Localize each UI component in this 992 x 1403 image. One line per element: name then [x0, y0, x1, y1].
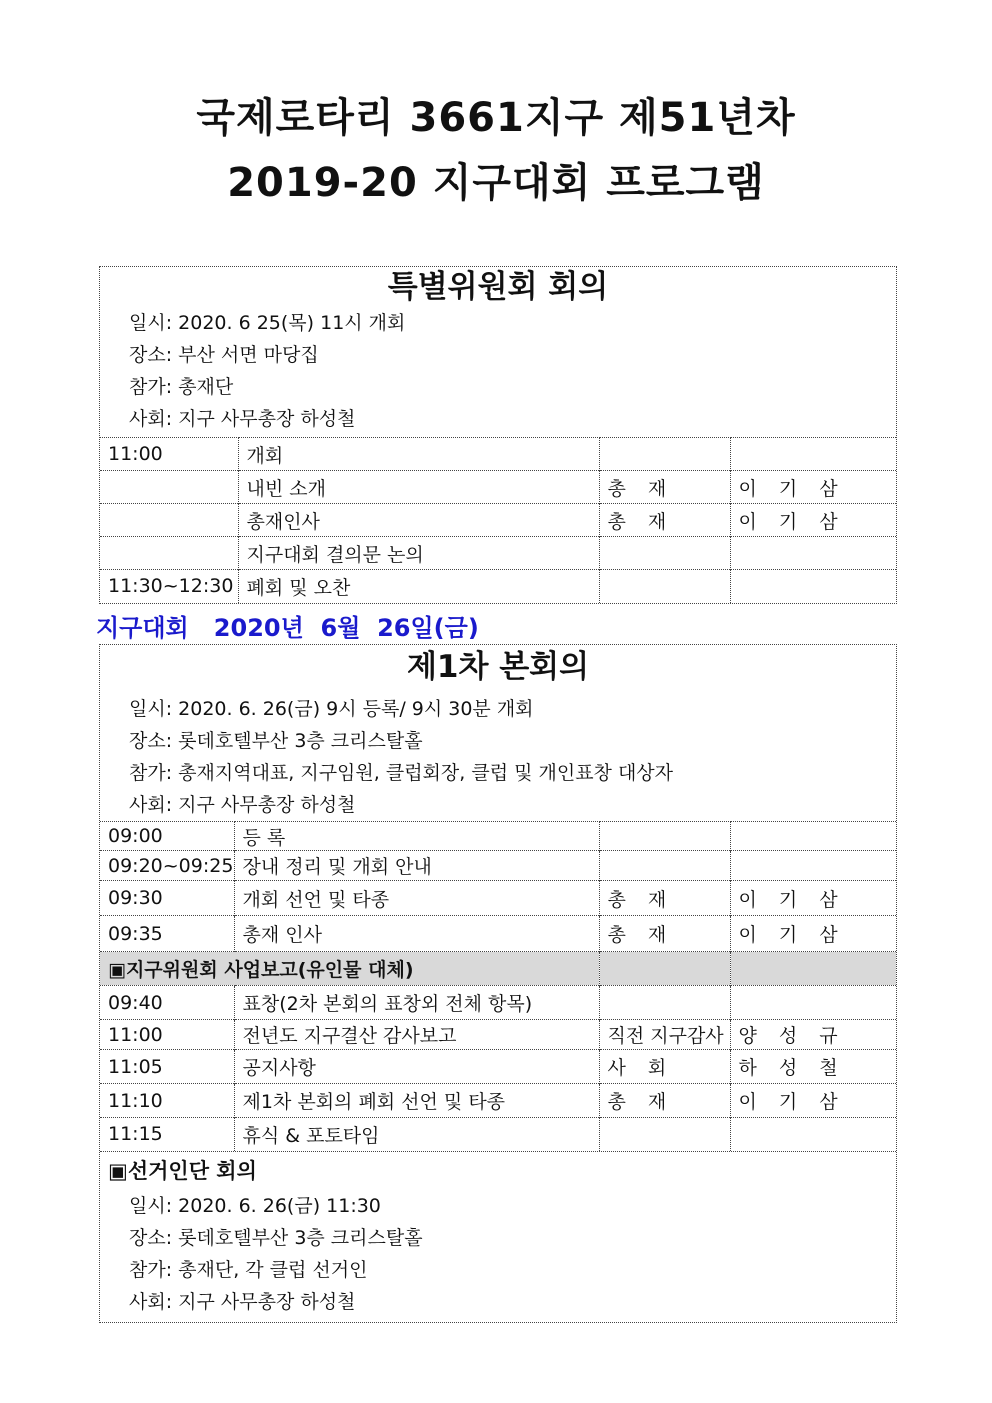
- special-meeting-info: [100, 307, 896, 437]
- item-cell: 폐회 및 오찬: [238, 570, 599, 603]
- person-cell: [730, 570, 896, 603]
- time-cell: 09:00: [100, 822, 234, 851]
- time-cell: 09:35: [100, 916, 234, 952]
- item-cell: 지구대회 결의문 논의: [238, 537, 599, 570]
- person-cell: 이 기 삼: [730, 1084, 896, 1118]
- table-row: [100, 471, 896, 504]
- table-row: [100, 537, 896, 570]
- table-row: [100, 1084, 896, 1118]
- item-cell: 등 록: [234, 822, 599, 851]
- person-cell: [730, 822, 896, 851]
- role-cell: 총 재: [599, 916, 730, 952]
- info-line: 참가: 총재단, 각 클럽 선거인: [129, 1258, 368, 1281]
- info-line: 사회: 지구 사무총장 하성철: [129, 1290, 356, 1313]
- person-cell: [730, 1118, 896, 1151]
- info-line: 일시: 2020. 6. 26(금) 9시 등록/ 9시 30분 개회: [129, 698, 534, 720]
- role-cell: 총 재: [599, 881, 730, 916]
- info-line: 참가: 총재단: [129, 376, 234, 398]
- electors-info: [100, 1186, 896, 1322]
- person-cell: 양 성 규: [730, 1020, 896, 1050]
- item-cell: 장내 정리 및 개회 안내: [234, 851, 599, 881]
- item-cell: 총재 인사: [234, 916, 599, 952]
- table-row: [100, 822, 896, 851]
- convention-date-heading: 지구대회 2020년 6월 26일(금): [96, 614, 479, 642]
- section-label: ▣지구위원회 사업보고(유인물 대체): [100, 952, 599, 986]
- table-row: [100, 504, 896, 537]
- special-meeting-heading: 특별위원회 회의: [387, 269, 609, 305]
- role-cell: [599, 822, 730, 851]
- time-cell: 09:30: [100, 881, 234, 916]
- table-row: [100, 916, 896, 952]
- table-row: [100, 881, 896, 916]
- info-line: 장소: 부산 서면 마당집: [129, 344, 319, 366]
- time-cell: 11:30~12:30: [100, 570, 238, 603]
- time-cell: 09:20~09:25: [100, 851, 234, 881]
- person-cell: 이 기 삼: [730, 471, 896, 504]
- item-cell: 총재인사: [238, 504, 599, 537]
- info-line: 사회: 지구 사무총장 하성철: [129, 408, 356, 430]
- table-row: [100, 1020, 896, 1050]
- electors-heading: ▣선거인단 회의: [108, 1158, 257, 1183]
- first-session-heading: 제1차 본회의: [406, 649, 590, 685]
- time-cell: 11:05: [100, 1050, 234, 1084]
- person-cell: [730, 851, 896, 881]
- person-cell: 이 기 삼: [730, 916, 896, 952]
- info-line: 장소: 롯데호텔부산 3층 크리스탈홀: [129, 730, 423, 752]
- info-line: 사회: 지구 사무총장 하성철: [129, 794, 356, 816]
- item-cell: 표창(2차 본회의 표창외 전체 항목): [234, 986, 599, 1020]
- special-meeting-box: [99, 266, 897, 604]
- person-cell: 이 기 삼: [730, 881, 896, 916]
- person-cell: 이 기 삼: [730, 504, 896, 537]
- time-cell: 11:10: [100, 1084, 234, 1118]
- info-line: 일시: 2020. 6. 26(금) 11:30: [129, 1194, 381, 1217]
- role-cell: 총 재: [599, 1084, 730, 1118]
- role-cell: [599, 570, 730, 603]
- time-cell: [100, 537, 238, 570]
- document-title-line1: 국제로타리 3661지구 제51년차: [196, 95, 796, 141]
- role-cell: 직전 지구감사: [599, 1020, 730, 1050]
- time-cell: 09:40: [100, 986, 234, 1020]
- item-cell: 제1차 본회의 폐회 선언 및 타종: [234, 1084, 599, 1118]
- time-cell: 11:15: [100, 1118, 234, 1151]
- table-row: [100, 1118, 896, 1151]
- item-cell: 공지사항: [234, 1050, 599, 1084]
- item-cell: 내빈 소개: [238, 471, 599, 504]
- item-cell: 개회 선언 및 타종: [234, 881, 599, 916]
- time-cell: [100, 471, 238, 504]
- first-session-box: [99, 644, 897, 1323]
- table-row: [100, 986, 896, 1020]
- role-cell: 총 재: [599, 504, 730, 537]
- info-line: 참가: 총재지역대표, 지구임원, 클럽회장, 클럽 및 개인표창 대상자: [129, 762, 674, 784]
- item-cell: 휴식 & 포토타임: [234, 1118, 599, 1151]
- role-cell: 사 회: [599, 1050, 730, 1084]
- item-cell: 전년도 지구결산 감사보고: [234, 1020, 599, 1050]
- time-cell: 11:00: [100, 438, 238, 471]
- role-cell: [599, 1118, 730, 1151]
- table-row: [100, 570, 896, 603]
- time-cell: [100, 504, 238, 537]
- electors-section: [100, 1151, 896, 1322]
- first-session-schedule: [100, 821, 896, 1151]
- role-cell: 총 재: [599, 471, 730, 504]
- document-title-line2: 2019-20 지구대회 프로그램: [227, 160, 765, 206]
- person-cell: [730, 537, 896, 570]
- info-line: 장소: 롯데호텔부산 3층 크리스탈홀: [129, 1226, 423, 1249]
- special-meeting-schedule: [100, 437, 896, 603]
- role-cell: [599, 851, 730, 881]
- person-cell: 하 성 철: [730, 1050, 896, 1084]
- item-cell: 개회: [238, 438, 599, 471]
- person-cell: [730, 952, 896, 986]
- role-cell: [599, 952, 730, 986]
- role-cell: [599, 537, 730, 570]
- table-row: [100, 438, 896, 471]
- first-session-info: [100, 687, 896, 821]
- role-cell: [599, 986, 730, 1020]
- role-cell: [599, 438, 730, 471]
- table-row: [100, 1050, 896, 1084]
- person-cell: [730, 438, 896, 471]
- section-row: [100, 952, 896, 986]
- time-cell: 11:00: [100, 1020, 234, 1050]
- person-cell: [730, 986, 896, 1020]
- info-line: 일시: 2020. 6 25(목) 11시 개회: [129, 312, 406, 334]
- table-row: [100, 851, 896, 881]
